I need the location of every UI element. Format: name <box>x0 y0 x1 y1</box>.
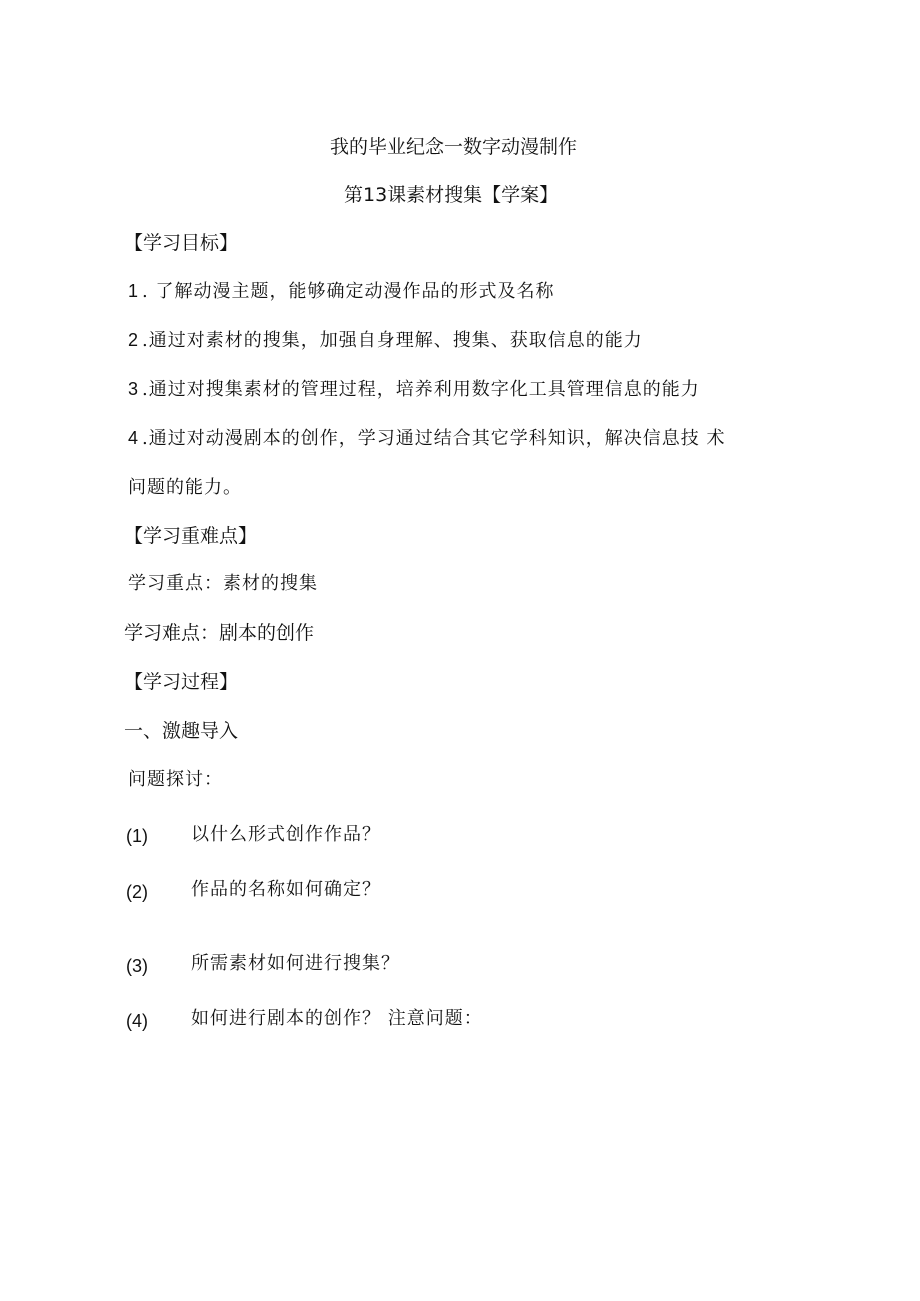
objective-item <box>128 380 700 399</box>
question-number: (4) <box>126 1011 148 1031</box>
key-point-difficulty: 学习难点：剧本的创作 <box>124 622 315 644</box>
objective-number: 4 <box>128 428 139 448</box>
key-point-focus: 学习重点：素材的搜集 <box>128 573 318 594</box>
key-points-heading: 【学习重难点】 <box>124 525 258 547</box>
discussion-label: 问题探讨： <box>128 769 223 790</box>
question-number: (2) <box>126 882 148 902</box>
objective-item <box>128 331 643 350</box>
document-subtitle: 第13课素材搜集【学案】 <box>344 184 559 206</box>
objective-item <box>128 282 554 301</box>
objective-text: . 了解动漫主题，能够确定动漫作品的形式及名称 <box>142 281 555 302</box>
question-text: 所需素材如何进行搜集？ <box>191 953 400 974</box>
question-number: (3) <box>126 956 148 976</box>
objective-text: .通过对动漫剧本的创作，学习通过结合其它学科知识，解决信息技 术 <box>142 428 726 449</box>
section-one-title: 一、激趣导入 <box>124 720 239 742</box>
objective-number: 2 <box>128 330 139 350</box>
objective-text: .通过对素材的搜集，加强自身理解、搜集、获取信息的能力 <box>142 330 643 351</box>
objectives-heading: 【学习目标】 <box>124 232 239 254</box>
objective-number: 1 <box>128 281 139 301</box>
document-title: 我的毕业纪念一数字动漫制作 <box>330 136 578 158</box>
question-text: 作品的名称如何确定？ <box>191 879 381 900</box>
objective-continuation: 问题的能力。 <box>128 477 242 498</box>
objective-number: 3 <box>128 379 139 399</box>
process-heading: 【学习过程】 <box>124 671 239 693</box>
question-text: 如何进行剧本的创作？ 注意问题： <box>191 1008 483 1029</box>
objective-item <box>128 429 725 448</box>
question-number: (1) <box>126 826 148 846</box>
objective-text: .通过对搜集素材的管理过程，培养利用数字化工具管理信息的能力 <box>142 379 700 400</box>
question-text: 以什么形式创作作品？ <box>191 824 381 845</box>
